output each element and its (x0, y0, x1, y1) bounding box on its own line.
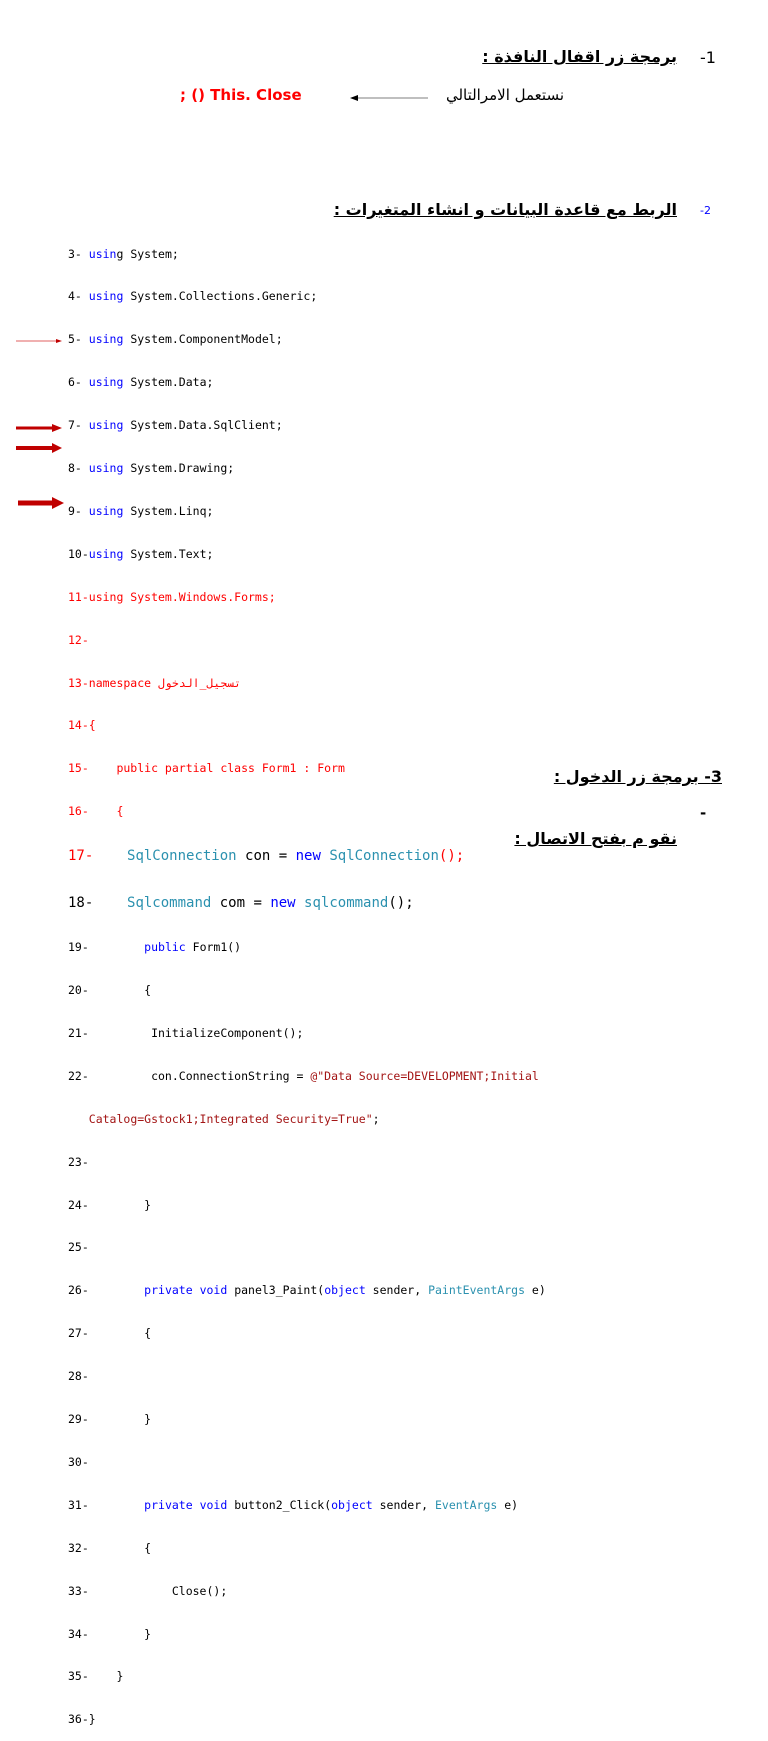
code-line: 23- (68, 1154, 89, 1169)
code-line: 27- { (68, 1326, 152, 1341)
code-line: 3- using System; (68, 246, 179, 261)
left-arrow-icon (350, 92, 430, 104)
code-line: 28- (68, 1369, 89, 1384)
section3-subtitle: نقو م بفتح الاتصال : (514, 829, 677, 848)
code-line: 32- { (68, 1540, 152, 1555)
code-line: 4- using System.Collections.Generic; (68, 289, 318, 304)
code-line: 6- using System.Data; (68, 375, 214, 390)
code-line: Catalog=Gstock1;Integrated Security=True"; (88, 1111, 380, 1126)
code-line: 30- (68, 1454, 89, 1469)
code-line: 20- { (68, 983, 152, 998)
instruction-text: نستعمل الامرالتالي (445, 86, 564, 104)
code-line: 34- } (68, 1626, 152, 1641)
code-line: 8- using System.Drawing; (68, 461, 235, 476)
section1-number: -1 (700, 48, 716, 67)
arrow-line-17-icon (16, 423, 62, 433)
section3-dash: - (700, 804, 707, 822)
code-line: 22- con.ConnectionString = @"Data Source=DEVELOPMENT;Initial (68, 1068, 539, 1083)
code-line: 7- using System.Data.SqlClient; (68, 418, 283, 433)
code-line: 15- public partial class Form1 : Form (68, 761, 345, 776)
code-line: 26- private void panel3_Paint(object sender, PaintEventArgs e) (68, 1283, 546, 1298)
arrow-line-11-icon (16, 337, 62, 345)
section2-title: الربط مع قاعدة البيانات و انشاء المتغيرات : (333, 200, 677, 219)
code-line: 13-namespace تسجيل_الدخول (68, 675, 242, 690)
code-line: 31- private void button2_Click(object sender, EventArgs e) (68, 1497, 519, 1512)
code-line: 9- using System.Linq; (68, 503, 214, 518)
section1-title: برمجة زر اقفال النافذة : (482, 47, 677, 66)
code-line: 35- } (68, 1669, 124, 1684)
code-line: 16- { (68, 804, 124, 819)
code-line: 21- InitializeComponent(); (68, 1026, 304, 1041)
section2-number: -2 (700, 204, 711, 217)
code-line: 10-using System.Text; (68, 546, 214, 561)
code-line: 17- SqlConnection con = new SqlConnection(); (68, 848, 465, 865)
close-command: ; () This. Close (180, 86, 302, 104)
code-line: 33- Close(); (68, 1583, 228, 1598)
code-line: 5- using System.ComponentModel; (68, 332, 283, 347)
code-line: 19- public Form1() (68, 940, 242, 955)
code-line: 14-{ (68, 718, 96, 733)
arrow-line-22-icon (18, 497, 64, 509)
code-line: 36-} (68, 1712, 96, 1727)
code-block (68, 218, 546, 1741)
section3-title: 3- برمجة زر الدخول : (553, 767, 722, 786)
code-line: 12- (68, 632, 89, 647)
code-line: 24- } (68, 1197, 152, 1212)
code-line: 18- Sqlcommand com = new sqlcommand(); (68, 894, 414, 911)
arrow-line-18-icon (16, 443, 62, 453)
code-line: 29- } (68, 1412, 152, 1427)
code-line: 11-using System.Windows.Forms; (68, 589, 276, 604)
code-line: 25- (68, 1240, 89, 1255)
